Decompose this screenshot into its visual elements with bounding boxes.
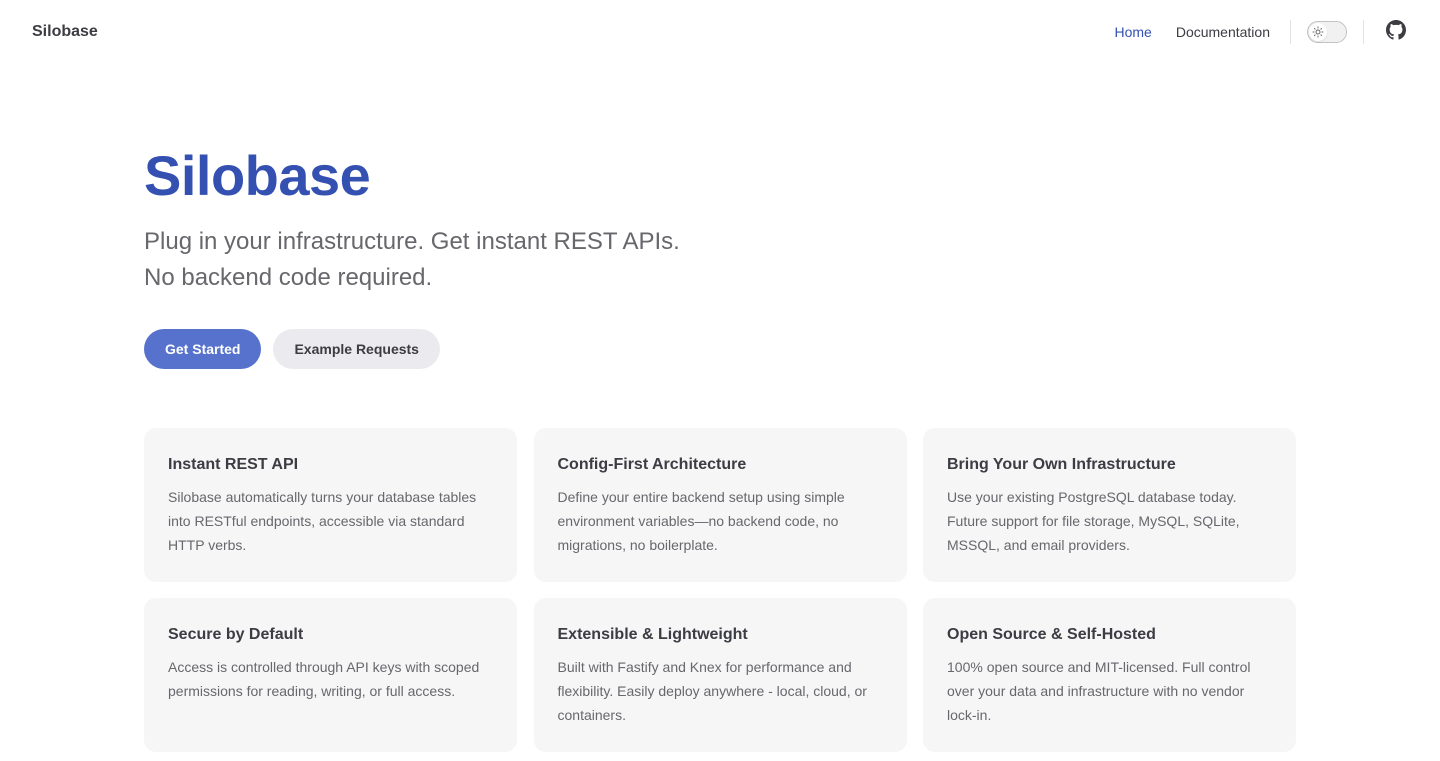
feature-title: Bring Your Own Infrastructure [947, 456, 1176, 473]
feature-title: Instant REST API [168, 456, 299, 473]
feature-card [144, 598, 517, 752]
theme-toggle[interactable] [1307, 21, 1347, 43]
nav-divider [1363, 20, 1364, 44]
feature-details: Built with Fastify and Knex for performance and flexibility. Easily deploy anywhere - local, cloud, or containers. [557, 659, 867, 723]
get-started-button[interactable]: Get Started [144, 329, 261, 369]
feature-title: Secure by Default [168, 626, 304, 643]
hero-actions [144, 329, 1296, 369]
feature-details: Use your existing PostgreSQL database today. Future support for file storage, MySQL, SQLite, MSSQL, and email providers. [947, 489, 1240, 553]
features-grid [144, 428, 1296, 752]
nav-right [1102, 0, 1408, 64]
hero-title: Silobase [144, 144, 371, 207]
nav-divider [1290, 20, 1291, 44]
feature-card [923, 598, 1296, 752]
feature-card [534, 428, 907, 582]
top-nav [0, 0, 1440, 64]
feature-details: Silobase automatically turns your database tables into RESTful endpoints, accessible via standard HTTP verbs. [168, 489, 477, 553]
example-requests-button[interactable]: Example Requests [273, 329, 440, 369]
hero-tagline-line-2: No backend code required. [144, 264, 433, 291]
nav-link-home[interactable]: Home [1114, 24, 1152, 40]
feature-details: 100% open source and MIT-licensed. Full control over your data and infrastructure with no vendor lock-in. [947, 659, 1251, 723]
hero-tagline [144, 224, 744, 296]
feature-card [534, 598, 907, 752]
feature-title: Extensible & Lightweight [557, 626, 748, 643]
feature-card [923, 428, 1296, 582]
feature-title: Config-First Architecture [557, 456, 747, 473]
hero [144, 142, 1296, 369]
hero-tagline-line-1: Plug in your infrastructure. Get instant REST APIs. [144, 228, 680, 255]
site-title-link[interactable]: Silobase [32, 23, 98, 40]
feature-details: Define your entire backend setup using simple environment variables—no backend code, no migrations, no boilerplate. [557, 489, 845, 553]
github-icon [1386, 20, 1406, 45]
feature-title: Open Source & Self-Hosted [947, 626, 1156, 643]
feature-card [144, 428, 517, 582]
feature-details: Access is controlled through API keys with scoped permissions for reading, writing, or full access. [168, 659, 480, 699]
github-link[interactable] [1378, 14, 1414, 50]
nav-link-documentation[interactable]: Documentation [1175, 24, 1270, 40]
sun-icon [1309, 23, 1327, 41]
